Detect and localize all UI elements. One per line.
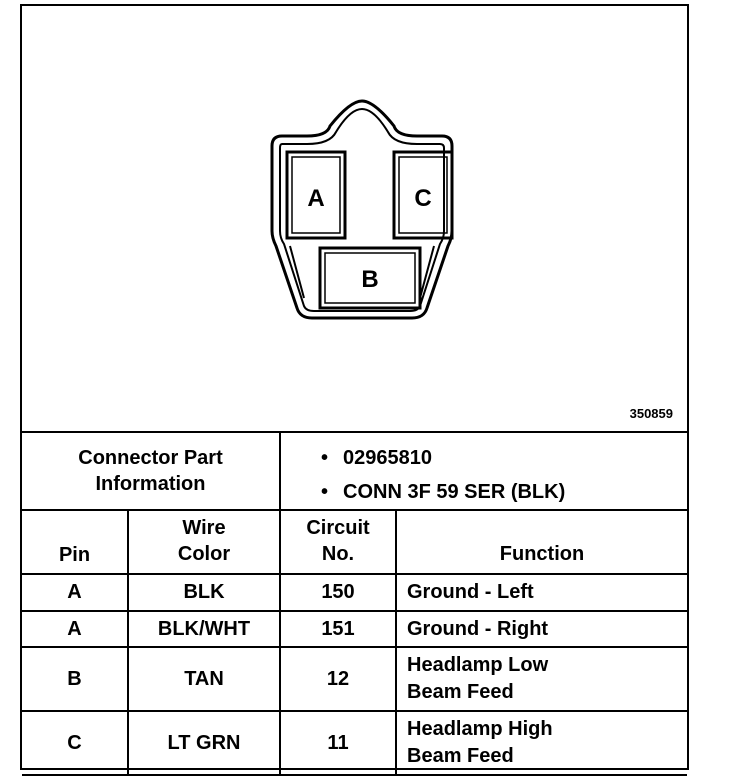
table-row: A BLK/WHT 151 Ground - Right [22, 611, 687, 647]
pin-label-b: B [361, 266, 379, 293]
pin-label-a: A [307, 185, 325, 212]
document-frame [20, 4, 689, 770]
header-wire-color: Wire Color [128, 510, 280, 574]
connector-face-drawing [22, 6, 687, 431]
header-function: Function [396, 510, 687, 574]
header-pin: Pin [22, 510, 128, 574]
connector-diagram [22, 6, 687, 431]
part-number: • 02965810 [321, 447, 432, 469]
table-row: C LT GRN 11 Headlamp High Beam Feed [22, 711, 687, 775]
connector-info-label: Connector Part Information [22, 432, 280, 510]
figure-id: 350859 [629, 406, 673, 421]
connector-table [22, 431, 687, 776]
header-circuit-no: Circuit No. [280, 510, 396, 574]
connector-info-row [22, 432, 687, 510]
connector-info-values [280, 432, 687, 510]
table-row: B TAN 12 Headlamp Low Beam Feed [22, 647, 687, 711]
connector-description: • CONN 3F 59 SER (BLK) [321, 481, 566, 503]
table-row: A BLK 150 Ground - Left [22, 574, 687, 611]
table-header-row [22, 510, 687, 574]
pin-label-c: C [414, 185, 432, 212]
